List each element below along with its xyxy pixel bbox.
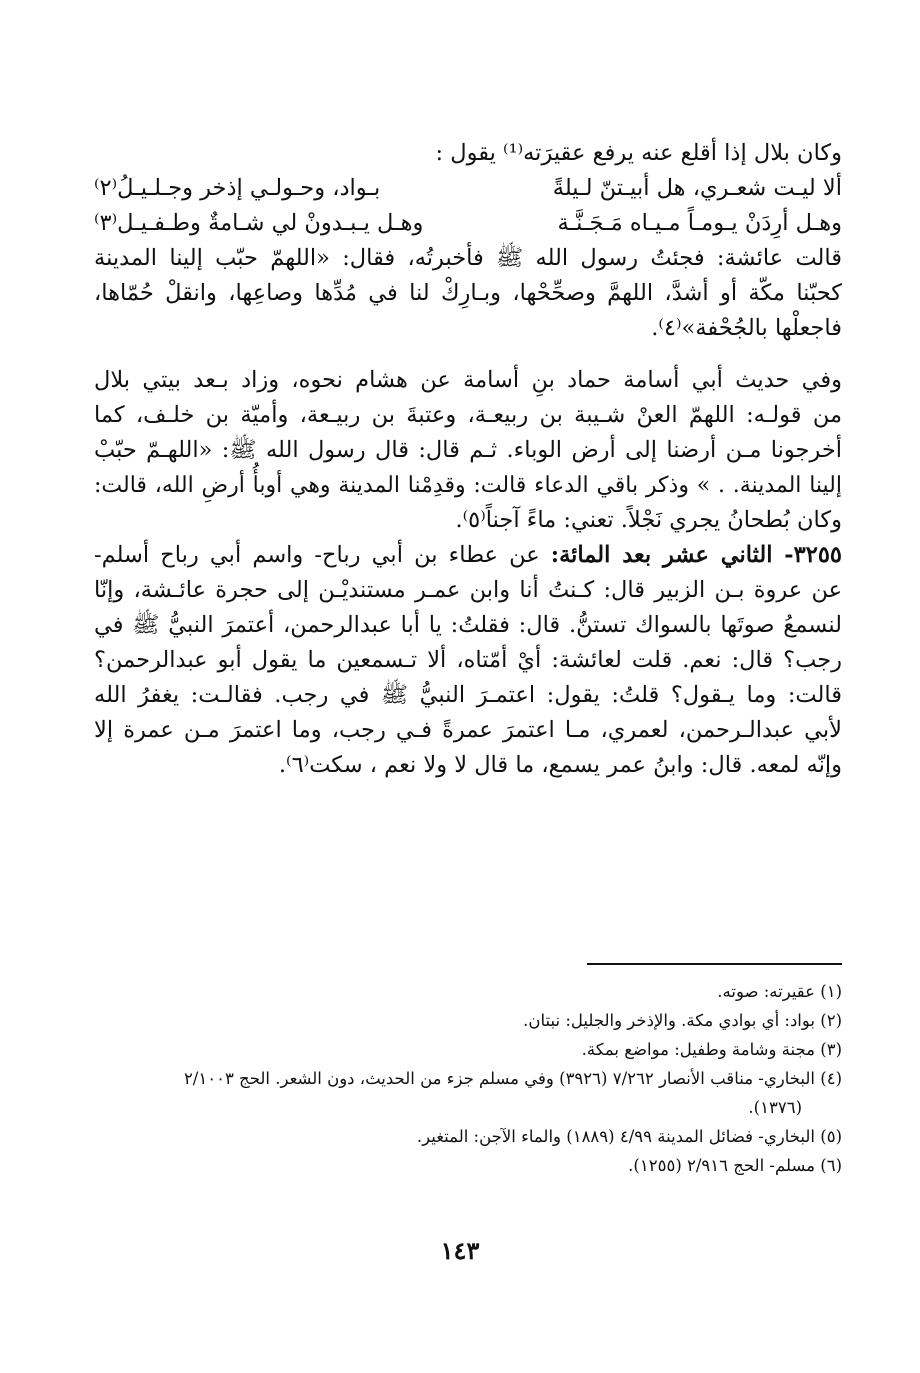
- hadith-heading-rest: عن عطاء بن أبي رباح- واسم أبي رباح أسلم-: [94, 542, 551, 568]
- hadith-heading: ٣٢٥٥- الثاني عشر بعد المائة:: [550, 542, 842, 568]
- footnotes: [94, 977, 842, 1180]
- text-line: لنسمعُ صوتَها بالسواك تستنُّ. قال: فقلتُ: يا أبا عبدالرحمن، أعتمرَ النبيُّ ﷺ في: [94, 612, 842, 638]
- text-line: [94, 538, 842, 573]
- text-line: من قولـه: اللهمّ العنْ شـيبة بن ربيعـة، وعتبةَ بن ربيـعة، وأميّة بن خلـف، كما: [94, 402, 842, 428]
- footnote: (٣) مجنة وشامة وطفيل: مواضع بمكة.: [581, 1040, 842, 1059]
- text-line: رجب؟ قال: نعم. قلت لعائشة: أيْ أمّتاه، ألا تـسمعين ما يقول أبو عبدالرحمن؟: [94, 647, 842, 673]
- main-text: [94, 136, 842, 783]
- text-line: وكان بلال إذا أقلع عنه يرفع عقيرَته⁽¹⁾ يقول :: [435, 140, 842, 166]
- footnote: (٦) مسلم- الحج ٢/٩١٦ (١٢٥٥).: [628, 1156, 842, 1175]
- intro-line: [94, 136, 842, 171]
- footnote-separator: [587, 963, 842, 965]
- footnote: (٤) البخاري- مناقب الأنصار ٧/٢٦٢ (٣٩٢٦) وفي مسلم جزء من الحديث، دون الشعر. الحج ٢/١٠٠٣: [183, 1069, 842, 1088]
- paragraph-aisha: [94, 241, 842, 346]
- text-line: أخرجونا مـن أرضنا إلى أرض الوباء. ثـم قال: قال رسول الله ﷺ: «اللهـمّ حبّبْ: [94, 437, 842, 463]
- footnote: (٢) بواد: أي بوادي مكة. والإذخر والجليل: نبتان.: [523, 1011, 842, 1030]
- footnote: (١) عقيرته: صوته.: [717, 982, 842, 1001]
- paragraph-abu-usama: [94, 363, 842, 538]
- hadith-3255: [94, 538, 842, 783]
- text-line: لأبي عبدالـرحمن، لعمري، مـا اعتمرَ عمرةً فـي رجب، وما اعتمرَ مـن عمرة إلا: [94, 717, 842, 743]
- text-line: وكان بُطحانُ يجري نَجْلاً. تعني: ماءً آجناً⁽٥⁾.: [455, 507, 842, 533]
- footnote: (٥) البخاري- فضائل المدينة ٤/٩٩ (١٨٨٩) والماء الآجن: المتغير.: [416, 1127, 842, 1146]
- text-line: عن عروة بـن الزبير قال: كـنتُ أنا وابن عمـر مستنديْـن إلى حجرة عائـشة، وإنّا: [94, 577, 842, 603]
- poem-verse: [94, 206, 842, 241]
- text-line: فاجعلْها بالجُحْفة»⁽٤⁾.: [651, 315, 842, 341]
- text-line: إلينا المدينة. . » وذكر باقي الدعاء قالت: وقدِمْنا المدينة وهي أوبأُ أرضِ الله، قالت:: [94, 473, 842, 498]
- text-line: كحبّنا مكّة أو أشدَّ، اللهمَّ وصحِّحْها، وبـارِكْ لنا في مُدِّها وصاعِها، وانقلْ حُمّاها،: [94, 280, 842, 306]
- verse-first-hemistich: وهـل أرِدَنْ يـومـاً مـيـاه مَـجَـنَّـة: [557, 210, 842, 236]
- verse-second-hemistich: بـواد، وحـولـي إذخر وجـلـيـلُ⁽٢⁾: [94, 175, 381, 201]
- verse-second-hemistich: وهـل يـبـدونْ لي شـامةٌ وطـفـيـل⁽٣⁾: [94, 210, 424, 236]
- text-line: وفي حديث أبي أسامة حماد بنِ أسامة عن هشام نحوه، وزاد بـعد بيتي بلال: [94, 367, 842, 393]
- poem-verse: [94, 171, 842, 206]
- text-line: قالت عائشة: فجئتُ رسول الله ﷺ فأخبرتُه، فقال: «اللهمّ حبّب إلينا المدينة: [94, 245, 842, 271]
- page-number: ١٤٣: [440, 1236, 480, 1265]
- footnote-continuation: (١٣٧٦).: [748, 1098, 802, 1117]
- text-line: قالت: وما يـقول؟ قلتُ: يقول: اعتمـرَ النبيُّ ﷺ في رجب. فقالـت: يغفرُ الله: [94, 682, 842, 708]
- verse-first-hemistich: ألا ليـت شعـري، هل أبيـتنّ لـيلةً: [552, 175, 842, 201]
- text-line: وإنّه لمعه. قال: وابنُ عمر يسمع، ما قال لا ولا نعم ، سكت⁽٦⁾.: [278, 752, 842, 778]
- poem: [94, 171, 842, 241]
